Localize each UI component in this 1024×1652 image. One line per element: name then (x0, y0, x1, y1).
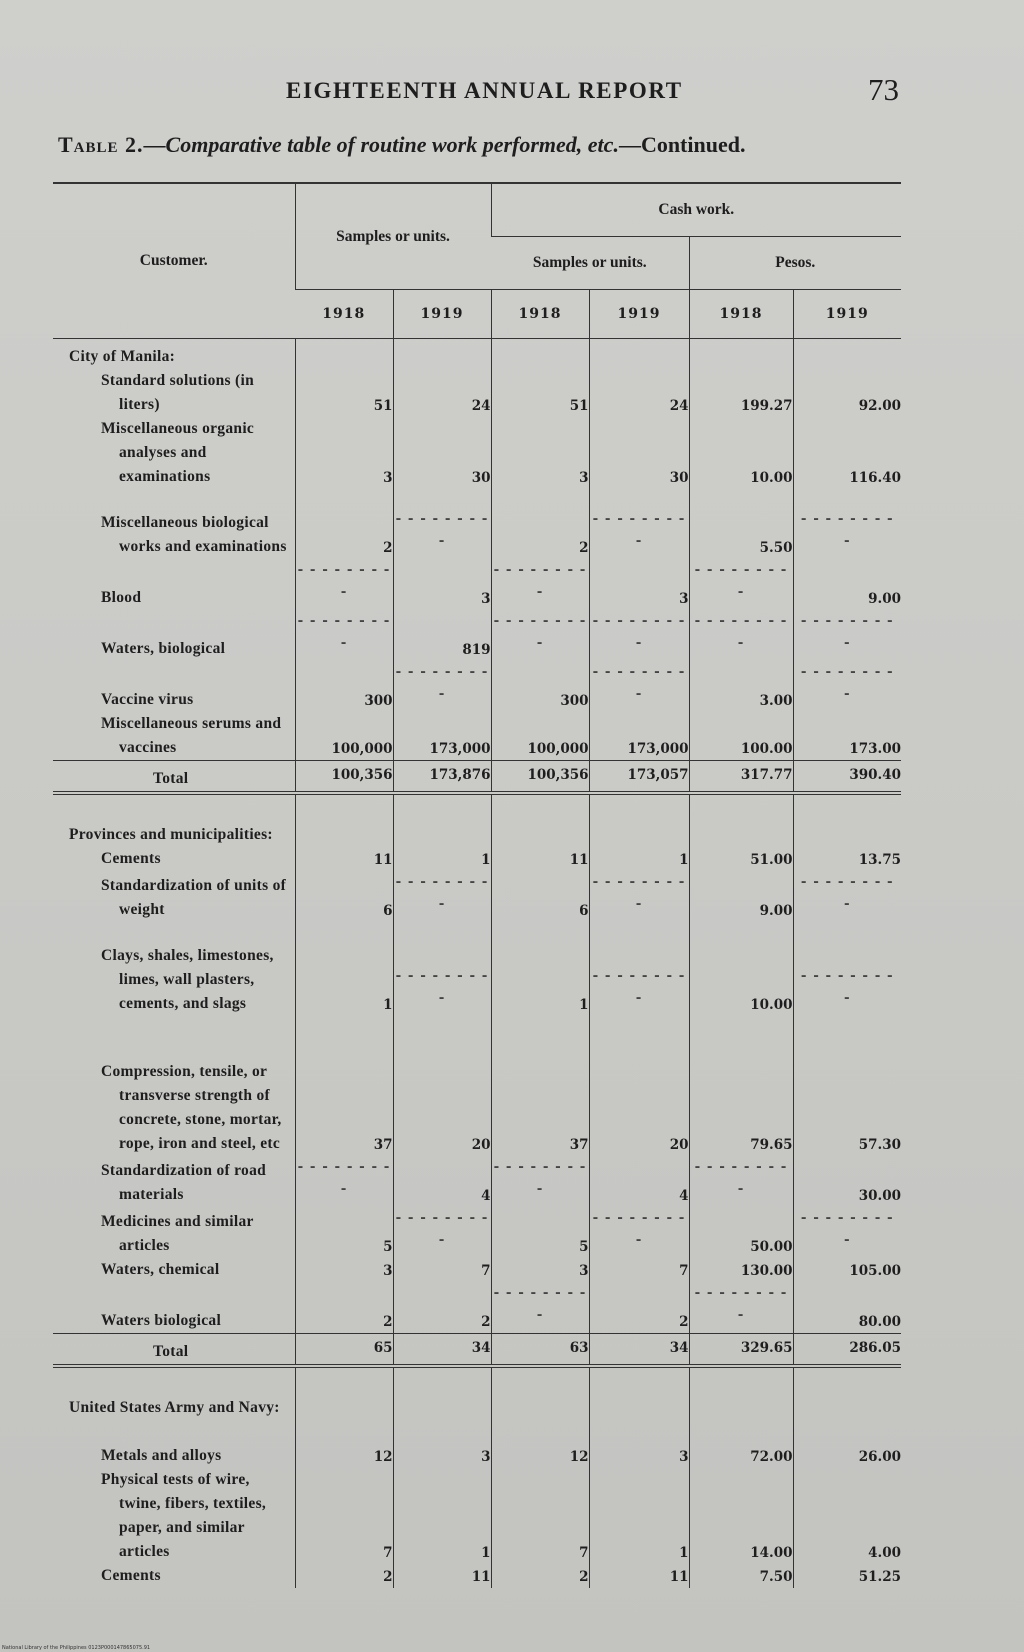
cell-value: 20 (393, 1016, 491, 1156)
cell-value: 51.25 (793, 1564, 901, 1588)
cell-value: 116.40 (793, 417, 901, 489)
dash-leader: - - - - - - - - - (491, 1156, 589, 1207)
row-label: Waters, chemical (101, 1261, 220, 1278)
cell-value: 173.00 (793, 712, 901, 761)
empty-cell (295, 1366, 393, 1420)
table-row (53, 489, 901, 559)
row-label: Compression, tensile, or transverse strength of concrete, stone, mortar, rope, iron and steel, etc (101, 1063, 282, 1152)
cell-value: 130.00 (689, 1258, 793, 1282)
cell-value: 51 (491, 369, 589, 417)
row-label: Clays, shales, limestones, limes, wall plasters, cements, and slags (101, 947, 274, 1012)
running-title: EIGHTEENTH ANNUAL REPORT (286, 78, 683, 103)
section-title-row (53, 793, 901, 847)
total-value: 317.77 (689, 761, 793, 794)
row-label: Standardization of units of weight (101, 877, 287, 918)
customer-header: Customer. (53, 183, 295, 339)
row-label: Miscellaneous serums and vaccines (101, 715, 282, 756)
table-row (53, 417, 901, 489)
table-row (53, 1207, 901, 1258)
total-value: 100,356 (295, 761, 393, 794)
empty-cell (393, 1366, 491, 1420)
empty-cell (491, 339, 589, 370)
cell-value: 6 (295, 871, 393, 922)
cell-value: 14.00 (689, 1468, 793, 1564)
cell-value: 4 (589, 1156, 689, 1207)
cell-value: 4 (393, 1156, 491, 1207)
total-value: 100,356 (491, 761, 589, 794)
cell-value: 13.75 (793, 847, 901, 871)
cell-value: 6 (491, 871, 589, 922)
cell-value: 1 (393, 1468, 491, 1564)
section-title: City of Manila: (69, 348, 176, 365)
cell-value: 300 (491, 661, 589, 712)
year-header: 1918 (689, 290, 793, 339)
cell-value: 80.00 (793, 1282, 901, 1334)
dash-leader: - - - - - - - - - (793, 871, 901, 922)
cell-value: 26.00 (793, 1420, 901, 1468)
pesos-header: Pesos. (689, 237, 901, 290)
cell-value: 30 (393, 417, 491, 489)
empty-cell (491, 1366, 589, 1420)
cell-value: 7.50 (689, 1564, 793, 1588)
year-header: 1919 (589, 290, 689, 339)
cell-value: 57.30 (793, 1016, 901, 1156)
cell-value: 3 (295, 1258, 393, 1282)
cell-value: 2 (589, 1282, 689, 1334)
row-label: Vaccine virus (101, 691, 194, 708)
empty-cell (689, 1366, 793, 1420)
table-row (53, 1468, 901, 1564)
routine-work-table (53, 182, 901, 1588)
year-header: 1919 (793, 290, 901, 339)
cell-value: 3 (295, 417, 393, 489)
total-row (53, 761, 901, 794)
cell-value: 92.00 (793, 369, 901, 417)
cell-value: 1 (491, 922, 589, 1016)
empty-cell (793, 1366, 901, 1420)
dash-leader: - - - - - - - - - (793, 489, 901, 559)
dash-leader: - - - - - - - - - (793, 922, 901, 1016)
caption-dash: — (143, 132, 166, 157)
cell-value: 51.00 (689, 847, 793, 871)
row-label: Metals and alloys (101, 1447, 222, 1464)
cell-value: 5 (295, 1207, 393, 1258)
cell-value: 1 (393, 847, 491, 871)
total-row (53, 1334, 901, 1367)
total-value: 173,057 (589, 761, 689, 794)
table-row (53, 559, 901, 610)
total-label: Total (53, 761, 295, 794)
row-label: Medicines and similar articles (101, 1213, 254, 1254)
cell-value: 30.00 (793, 1156, 901, 1207)
cell-value: 79.65 (689, 1016, 793, 1156)
dash-leader: - - - - - - - - - (589, 489, 689, 559)
dash-leader: - - - - - - - - - (793, 661, 901, 712)
table-row (53, 661, 901, 712)
empty-cell (491, 793, 589, 847)
total-label: Total (53, 1334, 295, 1367)
empty-cell (689, 339, 793, 370)
dash-leader: - - - - - - - - - (589, 610, 689, 661)
cell-value: 2 (491, 489, 589, 559)
table-row (53, 847, 901, 871)
cell-value: 173,000 (393, 712, 491, 761)
total-value: 34 (589, 1334, 689, 1367)
dash-leader: - - - - - - - - - (491, 1282, 589, 1334)
cell-value: 37 (295, 1016, 393, 1156)
dash-leader: - - - - - - - - - (793, 610, 901, 661)
row-label: Waters biological (101, 1312, 222, 1329)
cell-value: 72.00 (689, 1420, 793, 1468)
cell-value: 3 (589, 1420, 689, 1468)
cell-value: 7 (589, 1258, 689, 1282)
samples-header: Samples or units. (295, 183, 491, 290)
table-row (53, 1564, 901, 1588)
table-row (53, 1420, 901, 1468)
table-row (53, 1016, 901, 1156)
cell-value: 3 (393, 1420, 491, 1468)
scan-credit: National Library of the Philippines 0123P000147865075.91 (2, 1645, 151, 1651)
year-header: 1919 (393, 290, 491, 339)
empty-cell (793, 793, 901, 847)
total-value: 329.65 (689, 1334, 793, 1367)
dash-leader: - - - - - - - - - (589, 661, 689, 712)
cell-value: 2 (295, 489, 393, 559)
cell-value: 11 (589, 1564, 689, 1588)
row-label: Miscellaneous biological works and examinations (101, 514, 287, 555)
cell-value: 1 (295, 922, 393, 1016)
cell-value: 11 (295, 847, 393, 871)
cell-value: 300 (295, 661, 393, 712)
dash-leader: - - - - - - - - - (689, 610, 793, 661)
row-label: Blood (101, 589, 142, 606)
cash-work-header: Cash work. (491, 183, 901, 237)
cell-value: 3 (393, 559, 491, 610)
cell-value: 4.00 (793, 1468, 901, 1564)
cell-value: 12 (295, 1420, 393, 1468)
page-number: 73 (868, 72, 899, 107)
cell-value: 173,000 (589, 712, 689, 761)
cell-value: 2 (393, 1282, 491, 1334)
empty-cell (689, 793, 793, 847)
running-head (0, 72, 1024, 112)
table-row (53, 1156, 901, 1207)
empty-cell (793, 339, 901, 370)
dash-leader: - - - - - - - - - (393, 922, 491, 1016)
table-row (53, 1258, 901, 1282)
cell-value: 2 (295, 1282, 393, 1334)
dash-leader: - - - - - - - - - (491, 559, 589, 610)
table-row (53, 610, 901, 661)
row-label: Standardization of road materials (101, 1162, 267, 1203)
total-value: 173,876 (393, 761, 491, 794)
cell-value: 11 (393, 1564, 491, 1588)
cell-value: 2 (295, 1564, 393, 1588)
cell-value: 3 (589, 559, 689, 610)
cell-value: 11 (491, 847, 589, 871)
total-value: 34 (393, 1334, 491, 1367)
empty-cell (589, 793, 689, 847)
dash-leader: - - - - - - - - - (589, 922, 689, 1016)
total-value: 286.05 (793, 1334, 901, 1367)
total-value: 63 (491, 1334, 589, 1367)
empty-cell (295, 339, 393, 370)
cell-value: 37 (491, 1016, 589, 1156)
cell-value: 5 (491, 1207, 589, 1258)
empty-cell (393, 339, 491, 370)
dash-leader: - - - - - - - - - (689, 559, 793, 610)
total-value: 65 (295, 1334, 393, 1367)
table-row (53, 871, 901, 922)
dash-leader: - - - - - - - - - (393, 489, 491, 559)
empty-cell (295, 793, 393, 847)
cell-value: 819 (393, 610, 491, 661)
dash-leader: - - - - - - - - - (393, 871, 491, 922)
row-label: Physical tests of wire, twine, fibers, textiles, paper, and similar articles (101, 1471, 267, 1560)
cell-value: 3.00 (689, 661, 793, 712)
cell-value: 7 (491, 1468, 589, 1564)
table-row (53, 369, 901, 417)
cell-value: 51 (295, 369, 393, 417)
row-label: Cements (101, 850, 161, 867)
cell-value: 50.00 (689, 1207, 793, 1258)
dash-leader: - - - - - - - - - (295, 1156, 393, 1207)
table-label: Table 2. (58, 132, 144, 157)
cell-value: 7 (393, 1258, 491, 1282)
dash-leader: - - - - - - - - - (793, 1207, 901, 1258)
dash-leader: - - - - - - - - - (393, 661, 491, 712)
dash-leader: - - - - - - - - - (689, 1282, 793, 1334)
cell-value: 24 (393, 369, 491, 417)
cell-value: 105.00 (793, 1258, 901, 1282)
section-title: Provinces and municipalities: (53, 793, 295, 847)
cell-value: 10.00 (689, 417, 793, 489)
table-row (53, 1282, 901, 1334)
dash-leader: - - - - - - - - - (295, 610, 393, 661)
dash-leader: - - - - - - - - - (589, 871, 689, 922)
caption-suffix: —Continued. (618, 132, 746, 157)
table-title: Comparative table of routine work performed, etc. (165, 132, 619, 157)
row-label: Miscellaneous organic analyses and examinations (101, 420, 255, 485)
empty-cell (393, 793, 491, 847)
table-caption (58, 132, 908, 158)
cell-value: 2 (491, 1564, 589, 1588)
dash-leader: - - - - - - - - - (491, 610, 589, 661)
row-label: Cements (101, 1567, 161, 1584)
cell-value: 5.50 (689, 489, 793, 559)
cell-value: 9.00 (689, 871, 793, 922)
section-title-row (53, 339, 901, 370)
cell-value: 12 (491, 1420, 589, 1468)
cell-value: 199.27 (689, 369, 793, 417)
dash-leader: - - - - - - - - - (393, 1207, 491, 1258)
total-value: 390.40 (793, 761, 901, 794)
cell-value: 100,000 (491, 712, 589, 761)
cell-value: 3 (491, 1258, 589, 1282)
table-row (53, 712, 901, 761)
cell-value: 9.00 (793, 559, 901, 610)
empty-cell (589, 1366, 689, 1420)
cell-value: 1 (589, 847, 689, 871)
cell-value: 3 (491, 417, 589, 489)
dash-leader: - - - - - - - - - (589, 1207, 689, 1258)
cell-value: 24 (589, 369, 689, 417)
cell-value: 100.00 (689, 712, 793, 761)
table-row (53, 922, 901, 1016)
dash-leader: - - - - - - - - - (689, 1156, 793, 1207)
dash-leader: - - - - - - - - - (295, 559, 393, 610)
section-title: United States Army and Navy: (53, 1366, 295, 1420)
cell-value: 30 (589, 417, 689, 489)
empty-cell (589, 339, 689, 370)
section-title-row (53, 1366, 901, 1420)
year-header: 1918 (295, 290, 393, 339)
row-label: Standard solutions (in liters) (101, 372, 255, 413)
cell-value: 7 (295, 1468, 393, 1564)
cell-value: 10.00 (689, 922, 793, 1016)
year-header: 1918 (491, 290, 589, 339)
cell-value: 1 (589, 1468, 689, 1564)
cell-value: 100,000 (295, 712, 393, 761)
cash-samples-header: Samples or units. (491, 237, 689, 290)
cell-value: 20 (589, 1016, 689, 1156)
row-label: Waters, biological (101, 640, 226, 657)
table-body (53, 339, 901, 1589)
